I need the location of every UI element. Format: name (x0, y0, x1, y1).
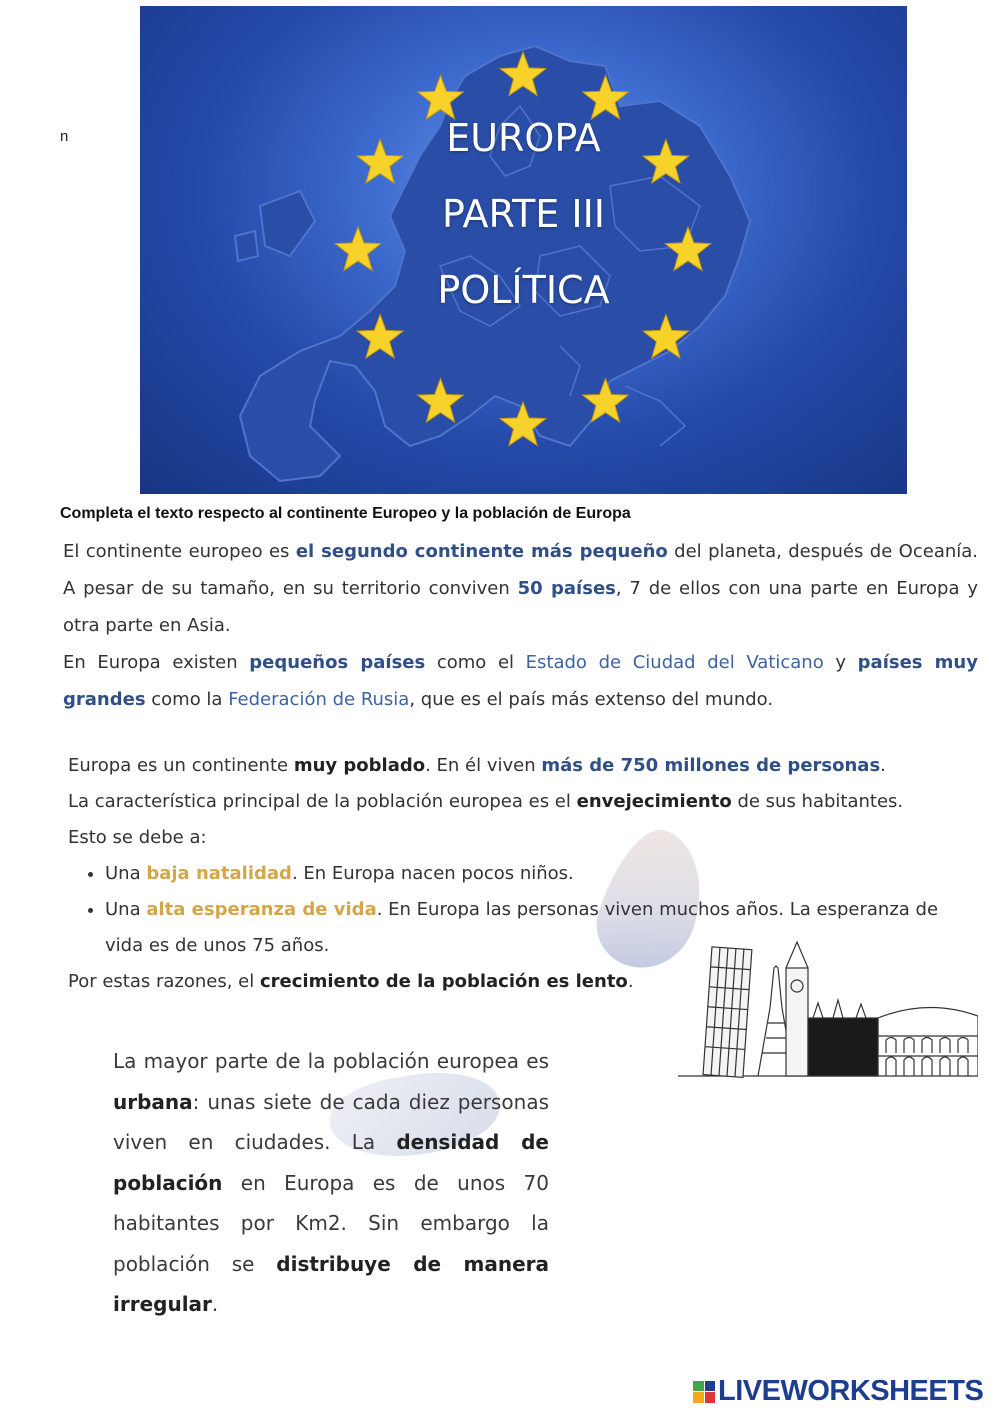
europe-map-icon (140, 6, 907, 494)
paragraph-urban: La mayor parte de la población europea es urbana: unas siete de cada diez personas viven en ciudades. La densidad de población en Europa es de unos 70 habitantes por Km2. Sin embargo la población se distribuye de manera irregular. (113, 1049, 549, 1316)
list-item: • Una baja natalidad. En Europa nacen pocos niños. (105, 856, 968, 892)
logo-square (705, 1392, 716, 1403)
banner-title-line1: EUROPA (446, 116, 601, 160)
logo-text: LIVEWORKSHEETS (718, 1375, 984, 1407)
paragraph-continent: El continente europeo es el segundo continente más pequeño del planeta, después de Oceanía. A pesar de su tamaño, en su territorio conviven 50 países, 7 de ellos con una parte en Europa y otra parte en Asia. En Europa existen pequeños países como el Estado de Ciudad del Vaticano y países muy grandes como la Federación de Rusia, que es el país más extenso del mundo. (63, 541, 979, 710)
logo-square (693, 1381, 704, 1392)
banner-title-line2: PARTE III (441, 192, 606, 236)
monuments-illustration (678, 938, 978, 1080)
europe-banner (140, 6, 907, 494)
list-item: • Una alta esperanza de vida. En Europa las personas viven muchos años. La esperanza de vida es de unos 75 años. (105, 892, 968, 964)
stray-character: n (60, 128, 69, 145)
instruction-text: Completa el texto respecto al continente Europeo y la población de Europa (60, 505, 631, 522)
logo-mark-icon (693, 1381, 715, 1403)
paragraph-population: Europa es un continente muy poblado. En él viven más de 750 millones de personas. La característica principal de la población europea es el envejecimiento de sus habitantes. Esto se debe a: • Una baja natalidad. En Europa nacen pocos niños. • Una alta esperanza de vida. En Europa las personas viven muchos años. La esperanza de vida es de unos 75 años. Por estas razones, el crecimiento de la población es lento. (68, 748, 968, 1000)
logo-square (705, 1381, 716, 1392)
liveworksheets-logo (693, 1375, 983, 1408)
logo-square (693, 1392, 704, 1403)
banner-title-line3: POLÍTICA (437, 268, 610, 312)
